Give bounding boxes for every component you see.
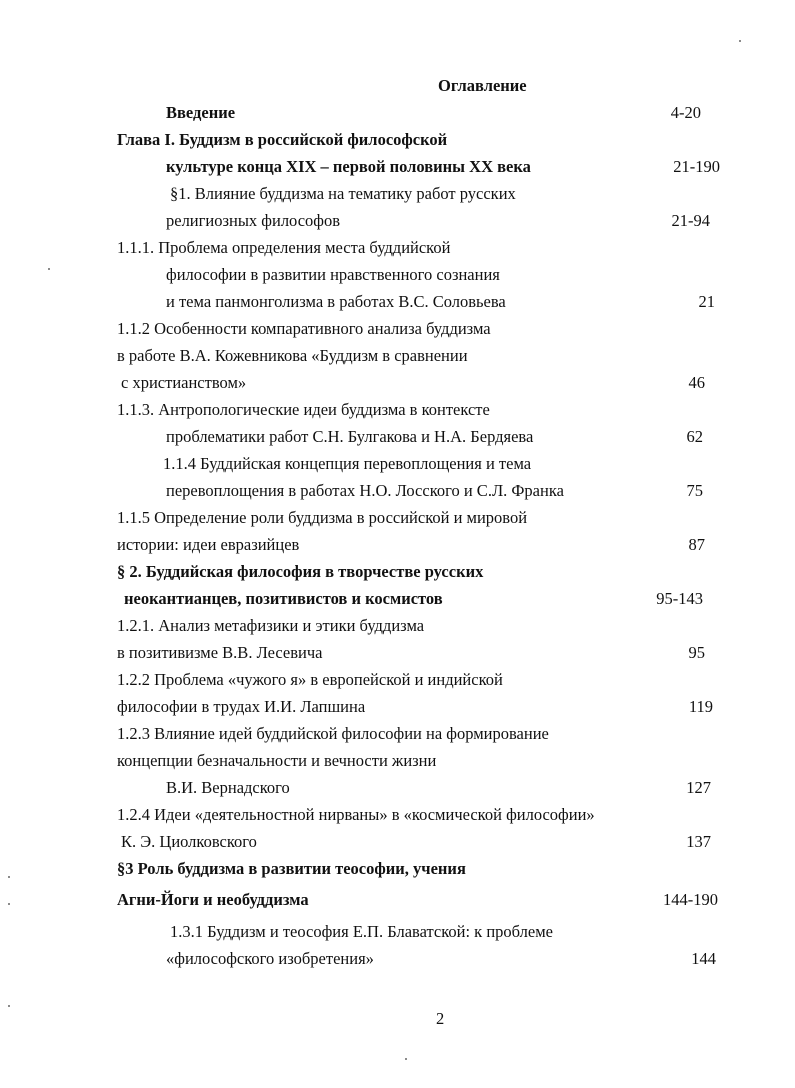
toc-page: 46 xyxy=(688,373,705,392)
toc-entry: §1. Влияние буддизма на тематику работ русских xyxy=(170,184,516,203)
toc-page: 4-20 xyxy=(670,103,701,122)
toc-entry: 1.1.2 Особенности компаративного анализа буддизма xyxy=(117,319,491,338)
toc-entry: религиозных философов xyxy=(166,211,341,230)
toc-page: 75 xyxy=(686,481,703,500)
toc-entry: §3 Роль буддизма в развитии теософии, учения xyxy=(117,859,466,878)
toc-entry: неокантианцев, позитивистов и космистов xyxy=(124,589,443,608)
toc-entry: К. Э. Циолковского xyxy=(121,832,257,851)
toc-entry: истории: идеи евразийцев xyxy=(117,535,300,554)
toc-entry: 1.1.1. Проблема определения места буддийской xyxy=(117,238,451,257)
toc-entry: 1.2.3 Влияние идей буддийской философии на формирование xyxy=(117,724,549,743)
toc-entry: проблематики работ С.Н. Булгакова и Н.А. Бердяева xyxy=(166,427,534,446)
toc-entry: Глава I. Буддизм в российской философской xyxy=(117,130,448,149)
toc-entry: с христианством» xyxy=(121,373,247,392)
toc-page: 21-94 xyxy=(671,211,710,230)
toc-page: 95 xyxy=(688,643,705,662)
toc-entry: 1.2.2 Проблема «чужого я» в европейской и индийской xyxy=(117,670,503,689)
toc-entry: 1.2.1. Анализ метафизики и этики буддизма xyxy=(117,616,425,635)
toc-entry: концепции безначальности и вечности жизни xyxy=(117,751,437,770)
toc-page: 21 xyxy=(698,292,715,311)
toc-entry: 1.2.4 Идеи «деятельностной нирваны» в «космической философии» xyxy=(117,805,595,824)
toc-page: 62 xyxy=(686,427,703,446)
toc-entry: § 2. Буддийская философия в творчестве русских xyxy=(117,562,484,581)
scan-speck xyxy=(48,268,50,270)
toc-page: 137 xyxy=(686,832,711,851)
toc-entry: 1.1.3. Антропологические идеи буддизма в контексте xyxy=(117,400,490,419)
scan-speck xyxy=(8,1005,10,1007)
toc-entry: перевоплощения в работах Н.О. Лосского и С.Л. Франка xyxy=(166,481,564,500)
toc-page: 87 xyxy=(688,535,705,554)
toc-entry: 1.1.5 Определение роли буддизма в российской и мировой xyxy=(117,508,528,527)
toc-entry: в позитивизме В.В. Лесевича xyxy=(117,643,323,662)
toc-entry: культуре конца XIX – первой половины XX века xyxy=(166,157,531,176)
toc-page: 127 xyxy=(686,778,711,797)
toc-entry: в работе В.А. Кожевникова «Буддизм в сравнении xyxy=(117,346,468,365)
toc-entry: философии в трудах И.И. Лапшина xyxy=(117,697,366,716)
toc-entry: Агни-Йоги и необуддизма xyxy=(117,890,309,909)
toc-page: 95-143 xyxy=(656,589,703,608)
toc-page: 21-190 xyxy=(673,157,720,176)
toc-page: 144 xyxy=(691,949,716,968)
toc-page: 119 xyxy=(688,697,713,716)
page-title: Оглавление xyxy=(438,76,527,95)
toc-entry: и тема панмонголизма в работах В.С. Соловьева xyxy=(166,292,506,311)
scan-speck xyxy=(8,876,10,878)
scan-speck xyxy=(405,1058,407,1060)
toc-entry: философии в развитии нравственного сознания xyxy=(166,265,500,284)
scan-speck xyxy=(8,903,10,905)
page-number: 2 xyxy=(436,1009,445,1028)
toc-entry: Введение xyxy=(166,103,236,122)
scan-speck xyxy=(739,40,741,42)
toc-entry: 1.1.4 Буддийская концепция перевоплощения и тема xyxy=(163,454,532,473)
toc-entry: В.И. Вернадского xyxy=(166,778,290,797)
toc-entry: 1.3.1 Буддизм и теософия Е.П. Блаватской: к проблеме xyxy=(170,922,553,941)
toc-page: 144-190 xyxy=(663,890,718,909)
toc-entry: «философского изобретения» xyxy=(166,949,374,968)
